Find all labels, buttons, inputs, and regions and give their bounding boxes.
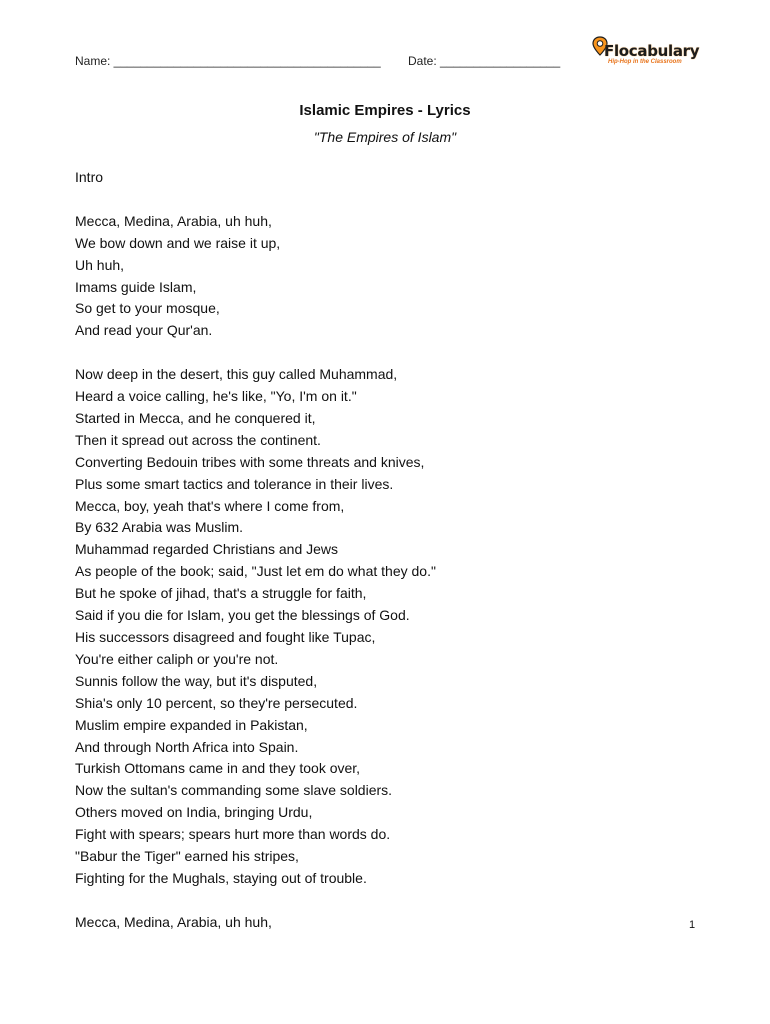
lyric-line: But he spoke of jihad, that's a struggle for faith,: [75, 585, 367, 602]
lyric-line: Sunnis follow the way, but it's disputed,: [75, 672, 318, 689]
lyric-line: Then it spread out across the continent.: [75, 431, 321, 448]
lyric-line: Muslim empire expanded in Pakistan,: [75, 716, 308, 733]
name-field: Name: ________________________________________: [75, 54, 381, 68]
lyric-line: Mecca, boy, yeah that's where I come from,: [75, 497, 345, 514]
page-number: 1: [689, 919, 696, 931]
document-title: Islamic Empires - Lyrics: [299, 102, 471, 119]
lyric-line: And read your Qur'an.: [75, 322, 213, 339]
lyrics-stanza: [75, 364, 695, 890]
lyric-line: Fighting for the Mughals, staying out of trouble.: [75, 869, 367, 886]
lyric-line: Intro: [75, 169, 104, 185]
lyric-line: Muhammad regarded Christians and Jews: [75, 541, 339, 558]
lyric-line: Shia's only 10 percent, so they're persecuted.: [75, 694, 358, 711]
document-subtitle: "The Empires of Islam": [313, 129, 457, 145]
logo-tagline: Hip-Hop in the Classroom: [608, 59, 682, 65]
lyric-line: You're either caliph or you're not.: [75, 650, 279, 667]
lyric-line: Others moved on India, bringing Urdu,: [75, 804, 313, 821]
lyric-line: And through North Africa into Spain.: [75, 738, 299, 755]
lyric-line: Started in Mecca, and he conquered it,: [75, 409, 316, 426]
flocabulary-logo: [592, 36, 700, 68]
lyric-line: Fight with spears; spears hurt more than words do.: [75, 826, 391, 843]
lyric-line: His successors disagreed and fought like Tupac,: [75, 629, 376, 645]
header-fields: [75, 54, 561, 68]
lyric-line: Turkish Ottomans came in and they took over,: [75, 760, 361, 777]
lyrics-stanza: [75, 211, 695, 342]
lyric-line: Now deep in the desert, this guy called Muhammad,: [75, 366, 398, 383]
lyrics-stanza: [75, 912, 695, 934]
lyric-line: As people of the book; said, "Just let em do what they do.": [75, 563, 436, 580]
lyric-line: Mecca, Medina, Arabia, uh huh,: [75, 913, 272, 930]
lyric-line: Heard a voice calling, he's like, "Yo, I'm on it.": [75, 388, 357, 405]
lyric-line: Mecca, Medina, Arabia, uh huh,: [75, 212, 272, 229]
lyric-line: Now the sultan's commanding some slave soldiers.: [75, 782, 393, 799]
lyric-line: "Babur the Tiger" earned his stripes,: [75, 848, 299, 865]
lyric-line: Said if you die for Islam, you get the blessings of God.: [75, 607, 410, 624]
lyric-line: We bow down and we raise it up,: [75, 234, 281, 251]
lyric-line: By 632 Arabia was Muslim.: [75, 519, 244, 536]
lyrics-stanza: [75, 167, 695, 189]
lyric-line: Converting Bedouin tribes with some threats and knives,: [75, 453, 425, 470]
lyric-line: Uh huh,: [75, 256, 125, 273]
date-field: Date: __________________: [408, 54, 561, 68]
logo-brand: Flocabulary: [604, 42, 700, 60]
lyrics-body: [75, 167, 695, 956]
lyric-line: So get to your mosque,: [75, 300, 220, 317]
lyric-line: Imams guide Islam,: [75, 278, 197, 295]
lyric-line: Plus some smart tactics and tolerance in their lives.: [75, 475, 394, 492]
